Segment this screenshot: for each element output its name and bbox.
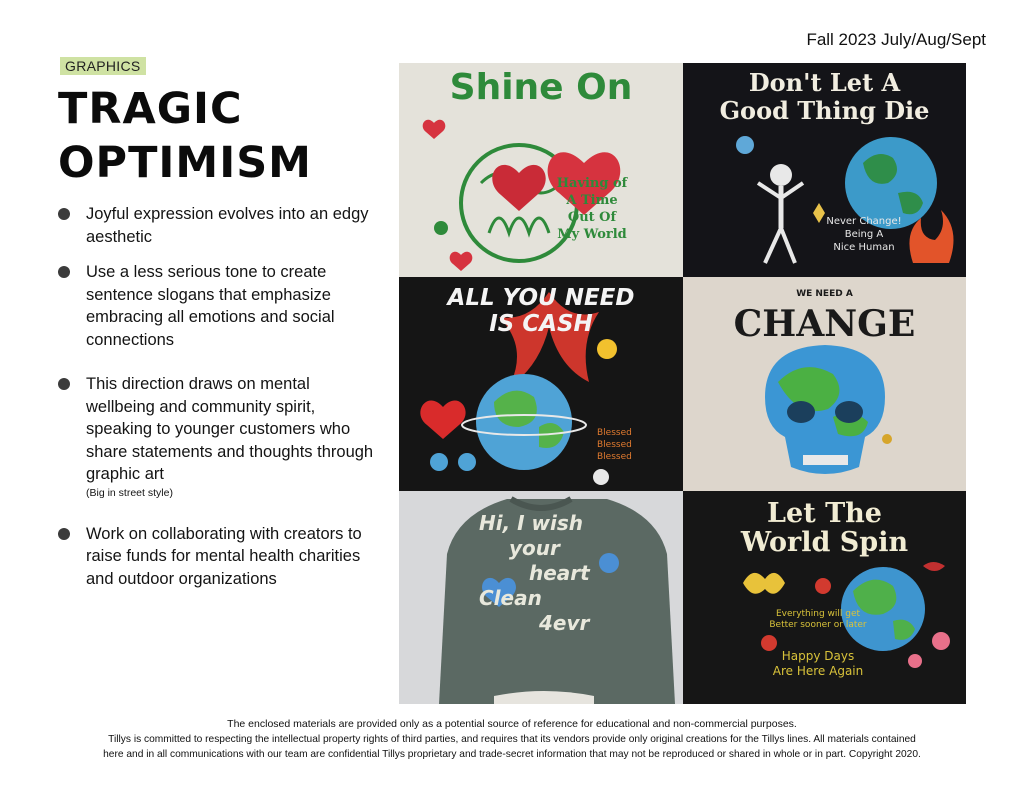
- title-line-2: OPTIMISM: [58, 138, 312, 188]
- world-spin-sub-line: Better sooner or later: [769, 620, 867, 630]
- footer-disclaimer: [0, 717, 1024, 762]
- good-thing-line: Good Thing Die: [719, 96, 930, 125]
- good-thing-line: Don't Let A: [748, 68, 901, 97]
- cash-sub-line: Blessed: [597, 440, 632, 450]
- bullet-dot-icon: [58, 528, 70, 540]
- graphics-image-grid: [399, 63, 966, 704]
- shine-on-sub-line: Having of: [556, 176, 628, 191]
- cash-sub-line: Blessed: [597, 428, 632, 438]
- bullet-item: [58, 373, 378, 500]
- world-spin-line: Let The: [767, 498, 882, 529]
- title-line-1: TRAGIC: [58, 84, 243, 134]
- world-spin-sub-line: Happy Days: [781, 649, 855, 663]
- sweatshirt-line: heart: [529, 561, 590, 585]
- season-label: Fall 2023 July/Aug/Sept: [806, 30, 986, 49]
- good-thing-sub-line: Nice Human: [833, 242, 895, 253]
- good-thing-text: [683, 69, 966, 125]
- cash-line: IS CASH: [489, 311, 593, 337]
- footer-line-1: The enclosed materials are provided only as a potential source of reference for educational and non-commercial purposes.: [227, 718, 797, 730]
- bullet-item: [58, 523, 378, 591]
- footer-line-2: Tillys is committed to respecting the intellectual property rights of third parties, and requires that its vendors provide only original creations for the Tillys lines. All materials contained: [108, 734, 916, 745]
- bullet-text: Joyful expression evolves into an edgy aesthetic: [86, 205, 369, 246]
- change-text: CHANGE: [733, 303, 916, 345]
- world-spin-text: [683, 499, 966, 557]
- sweatshirt-line: Clean: [479, 586, 542, 610]
- image-we-need-a-change: [683, 277, 966, 491]
- bullet-list: [58, 203, 378, 590]
- bullet-text: Work on collaborating with creators to raise funds for mental health charities and outdoor organizations: [86, 524, 362, 588]
- world-spin-line: World Spin: [740, 527, 909, 558]
- world-spin-sub-line: Are Here Again: [772, 664, 864, 678]
- image-let-the-world-spin: [683, 491, 966, 704]
- cash-line: ALL YOU NEED: [447, 285, 635, 311]
- image-sweatshirt: [399, 491, 683, 704]
- shine-on-sub-line: My World: [557, 227, 627, 242]
- good-thing-subtext: [819, 215, 909, 254]
- sweatshirt-line: your: [509, 536, 560, 560]
- bullet-dot-icon: [58, 266, 70, 278]
- bullet-item: [58, 203, 378, 248]
- cash-sub-line: Blessed: [597, 452, 632, 462]
- sweatshirt-line: Hi, I wish: [479, 511, 584, 535]
- cash-subtext: [597, 427, 667, 463]
- shine-on-sub-line: Out Of: [567, 210, 617, 225]
- good-thing-sub-line: Never Change!: [826, 216, 902, 227]
- sweatshirt-line: 4evr: [539, 611, 590, 635]
- bullet-dot-icon: [58, 378, 70, 390]
- world-spin-sub-line: Everything will get: [775, 609, 861, 619]
- bullet-item: [58, 261, 378, 351]
- change-top-text: WE NEED A: [796, 289, 853, 299]
- bullet-note: (Big in street style): [86, 486, 173, 499]
- shine-on-sub-line: A Time: [566, 193, 618, 208]
- bullet-text: This direction draws on mental wellbeing and community spirit, speaking to younger customers who share statements and thoughts through graphic art: [86, 375, 374, 483]
- sweatshirt-text: [479, 511, 629, 636]
- shine-on-subtext: [517, 175, 667, 243]
- footer-line-3: here and in all communications with our team are confidential Tillys proprietary and trade-secret information that may not be reproduced or shared in whole or in part. Copyright 2020.: [103, 749, 921, 760]
- page-title: [58, 82, 312, 190]
- cash-text: [399, 285, 683, 337]
- image-dont-let-a-good-thing-die: [683, 63, 966, 277]
- bullet-dot-icon: [58, 208, 70, 220]
- good-thing-sub-line: Being A: [844, 229, 884, 240]
- section-tag: GRAPHICS: [60, 57, 146, 75]
- image-shine-on: [399, 63, 683, 277]
- shine-on-text: Shine On: [449, 67, 633, 108]
- bullet-text: Use a less serious tone to create sentence slogans that emphasize embracing all emotions and social connections: [86, 263, 335, 349]
- world-spin-subtext: [743, 609, 893, 679]
- image-all-you-need-is-cash: [399, 277, 683, 491]
